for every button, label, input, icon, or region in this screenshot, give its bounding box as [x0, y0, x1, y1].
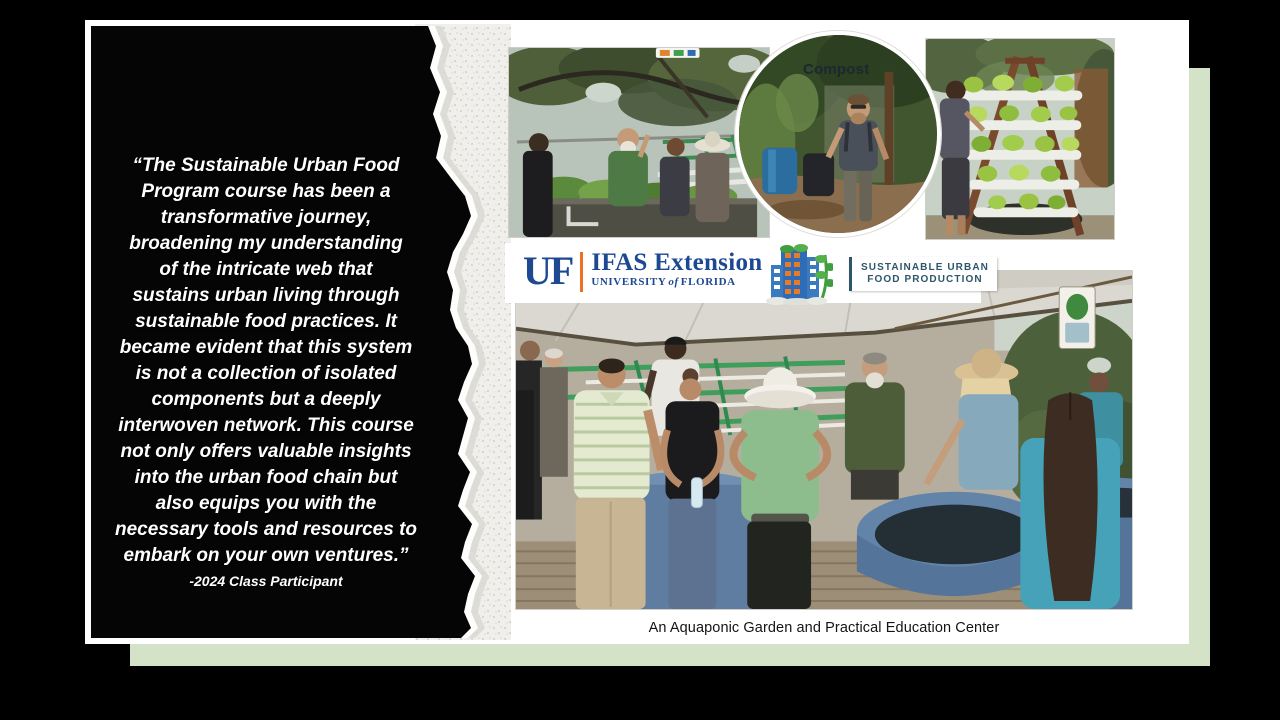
photo-garden-class	[508, 47, 770, 238]
uf-ifas-logo	[523, 249, 762, 293]
photo-compost-circle	[735, 31, 941, 237]
quote-line: transformative journey,	[160, 207, 372, 228]
quote-line: sustainable food practices. It	[135, 311, 397, 332]
quote-line: embark on your own ventures.”	[123, 545, 409, 566]
quote-line: necessary tools and resources to	[114, 519, 417, 540]
quote-line: “The Sustainable Urban Food	[132, 155, 400, 176]
slide	[85, 20, 1189, 644]
sustainable-building-icon	[763, 243, 833, 305]
quote-line: components but a deeply	[151, 389, 381, 410]
photo-caption: An Aquaponic Garden and Practical Education Center	[648, 620, 1000, 636]
quote-text	[101, 153, 431, 569]
quote-line: into the urban food chain but	[134, 467, 398, 488]
uf-logo-divider	[580, 252, 583, 292]
university-word: UNIVERSITY	[591, 276, 667, 288]
quote-line: broadening my understanding	[129, 233, 403, 254]
ifas-extension-wordmark: IFAS Extension	[591, 249, 763, 276]
photo-hydroponic-rack	[925, 38, 1115, 240]
quote-line: of the intricate web that	[159, 259, 373, 280]
badge-line-2: FOOD PRODUCTION	[867, 274, 983, 285]
badge-line-1: SUSTAINABLE URBAN	[861, 262, 989, 273]
compost-label: Compost	[803, 61, 870, 78]
quote-attribution: -2024 Class Participant	[189, 573, 343, 589]
of-word: of	[668, 276, 679, 288]
quote-line: also equips you with the	[155, 493, 377, 514]
logo-strip	[505, 243, 989, 303]
uf-monogram: UF	[523, 248, 573, 293]
program-badge	[849, 257, 997, 291]
university-of-florida-wordmark	[591, 276, 762, 289]
quote-line: interwoven network. This course	[118, 415, 414, 436]
quote-line: not only offers valuable insights	[120, 441, 412, 462]
quote-block	[101, 153, 431, 590]
quote-line: is not a collection of isolated	[135, 363, 397, 384]
florida-word: FLORIDA	[680, 276, 736, 288]
photo-aquaponics-tour	[515, 270, 1133, 610]
quote-line: sustains urban living through	[132, 285, 400, 306]
quote-line: Program course has been a	[141, 181, 391, 202]
quote-line: became evident that this system	[119, 337, 413, 358]
ifas-wordmark-group	[591, 249, 762, 289]
